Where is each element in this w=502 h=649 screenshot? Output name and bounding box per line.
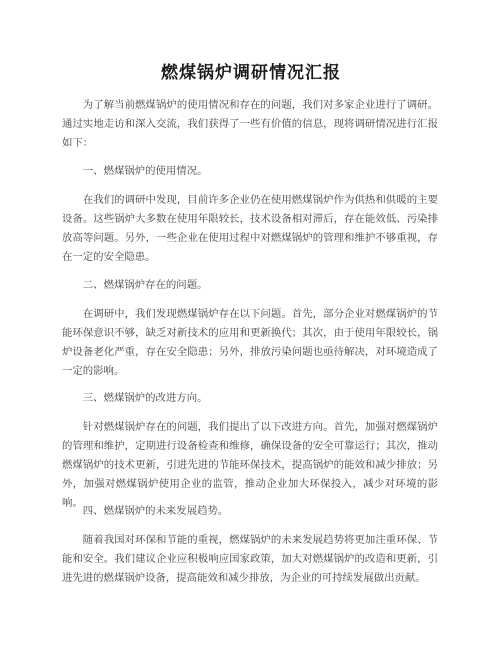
document-title: 燃煤锅炉调研情况汇报 xyxy=(161,63,341,83)
intro-paragraph: 为了解当前燃煤锅炉的使用情况和存在的问题，我们对多家企业进行了调研。通过实地走访和深入交流，我们获得了一些有价值的信息，现将调研情况进行汇报如下： xyxy=(62,99,438,149)
section-heading-future: 四、燃煤锅炉的未来发展趋势。 xyxy=(82,505,229,517)
section-paragraph-improvement: 针对燃煤锅炉存在的问题，我们提出了以下改进方向。首先，加强对燃煤锅炉的管理和维护，定期进行设备检查和维修，确保设备的安全可靠运行；其次，推动燃煤锅炉的技术更新，引进先进的节能环保技术，提高锅炉的能效和减少排放；另外，加强对燃煤锅炉使用企业的监管，推动企业加大环保投入，减少对环境的影响。 xyxy=(62,421,438,509)
section-paragraph-problems: 在调研中，我们发现燃煤锅炉存在以下问题。首先，部分企业对燃煤锅炉的节能环保意识不够，缺乏对新技术的应用和更新换代；其次，由于使用年限较长，锅炉设备老化严重，存在安全隐患；另外，排放污染问题也亟待解决，对环境造成了一定的影响。 xyxy=(62,308,438,377)
section-paragraph-usage: 在我们的调研中发现，目前许多企业仍在使用燃煤锅炉作为供热和供暖的主要设备。这些锅炉大多数在使用年限较长，技术设备相对滞后，存在能效低、污染排放高等问题。另外，一些企业在使用过程中对燃煤锅炉的管理和维护不够重视，存在一定的安全隐患。 xyxy=(62,194,438,263)
section-heading-problems: 二、燃煤锅炉存在的问题。 xyxy=(82,279,208,291)
section-heading-usage: 一、燃煤锅炉的使用情况。 xyxy=(82,165,208,177)
section-heading-improvement: 三、燃煤锅炉的改进方向。 xyxy=(82,392,208,404)
section-paragraph-future: 随着我国对环保和节能的重视，燃煤锅炉的未来发展趋势将更加注重环保、节能和安全。我们建议企业应积极响应国家政策，加大对燃煤锅炉的改造和更新，引进先进的燃煤锅炉设备，提高能效和减少排放，为企业的可持续发展做出贡献。 xyxy=(62,534,438,584)
